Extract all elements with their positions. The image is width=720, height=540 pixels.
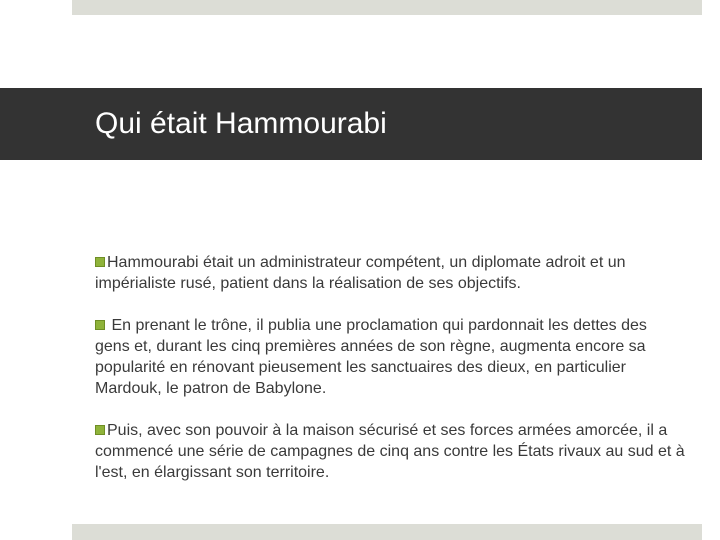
paragraph-2 xyxy=(95,315,685,399)
paragraph-2-text: En prenant le trône, il publia une proclamation qui pardonnait les dettes des gens et, durant les cinq premières années de son règne, augmenta encore sa popularité en rénovant pieusement les sanctuaires des dieux, en particulier Mardouk, le patron de Babylone. xyxy=(95,317,647,397)
slide-content xyxy=(95,252,685,504)
paragraph-1-text: Hammourabi était un administrateur compétent, un diplomate adroit et un impérialiste rusé, patient dans la réalisation de ses objectifs. xyxy=(95,254,626,292)
slide-title: Qui était Hammourabi xyxy=(95,107,387,140)
square-bullet-icon xyxy=(95,320,105,330)
paragraph-3 xyxy=(95,420,685,483)
top-decorative-bar xyxy=(72,0,702,15)
square-bullet-icon xyxy=(95,425,105,435)
paragraph-3-text: Puis, avec son pouvoir à la maison sécurisé et ses forces armées amorcée, il a commencé une série de campagnes de cinq ans contre les États rivaux au sud et à l'est, en élargissant son territoire. xyxy=(95,422,685,481)
paragraph-1 xyxy=(95,252,685,294)
bottom-decorative-bar xyxy=(72,524,702,540)
square-bullet-icon xyxy=(95,257,105,267)
